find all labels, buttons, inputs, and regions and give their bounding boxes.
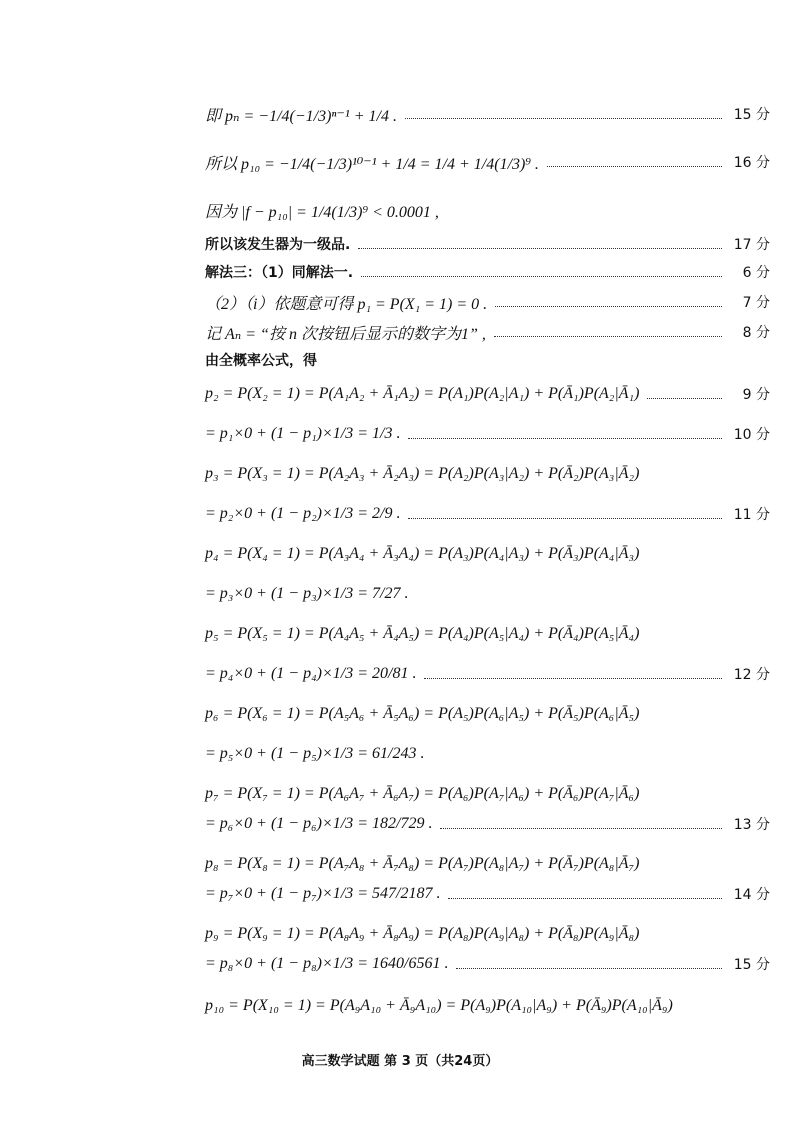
- line-text: p₃ = P(X₃ = 1) = P(A₂A₃ + Ā₂A₃) = P(A₂)P(A₃|A₂) + P(Ā₂)P(A₃|Ā₂): [205, 465, 640, 482]
- line-text: = p₅×0 + (1 − p₅)×1/3 = 61/243 .: [205, 745, 425, 762]
- score-mark: 11 分: [733, 507, 770, 523]
- line-text: （2）（i）依题意可得 p₁ = P(X₁ = 1) = 0 .: [205, 295, 488, 313]
- solution-line: [205, 378, 770, 410]
- score-mark: 17 分: [733, 237, 770, 253]
- leader-dots: [358, 248, 722, 249]
- line-text: p₈ = P(X₈ = 1) = P(A₇A₈ + Ā₇A₈) = P(A₇)P(A₈|A₇) + P(Ā₇)P(A₈|Ā₇): [205, 855, 640, 872]
- leader-dots: [547, 166, 722, 167]
- solution-line: [205, 808, 770, 840]
- score-mark: 15 分: [733, 107, 770, 123]
- line-text: 所以 p₁₀ = −1/4(−1/3)¹⁰⁻¹ + 1/4 = 1/4 + 1/4(1/3)⁹ .: [205, 155, 539, 173]
- line-text: = p₇×0 + (1 − p₇)×1/3 = 547/2187 .: [205, 885, 441, 902]
- solution-line: [205, 286, 770, 318]
- line-text: 解法三：（1）同解法一.: [205, 265, 354, 281]
- solution-line: [205, 618, 770, 650]
- solution-line: [205, 778, 770, 810]
- leader-dots: [405, 118, 722, 119]
- solution-line: [205, 878, 770, 910]
- solution-line: [205, 738, 770, 770]
- leader-dots: [440, 828, 722, 829]
- score-mark: 9 分: [742, 387, 770, 403]
- leader-dots: [456, 968, 722, 969]
- line-text: = p₆×0 + (1 − p₆)×1/3 = 182/729 .: [205, 815, 433, 832]
- solution-line: [205, 256, 770, 288]
- line-text: = p₃×0 + (1 − p₃)×1/3 = 7/27 .: [205, 585, 409, 602]
- line-text: = p₄×0 + (1 − p₄)×1/3 = 20/81 .: [205, 665, 417, 682]
- solution-line: [205, 698, 770, 730]
- line-text: = p₁×0 + (1 − p₁)×1/3 = 1/3 .: [205, 425, 401, 442]
- line-text: 因为 |f − p₁₀| = 1/4(1/3)⁹ < 0.0001 ,: [205, 203, 439, 221]
- leader-dots: [448, 898, 722, 899]
- solution-line: [205, 98, 770, 130]
- leader-dots: [495, 306, 722, 307]
- solution-line: [205, 918, 770, 950]
- score-mark: 13 分: [733, 817, 770, 833]
- score-mark: 15 分: [733, 957, 770, 973]
- line-text: p₆ = P(X₆ = 1) = P(A₅A₆ + Ā₅A₆) = P(A₅)P(A₆|A₅) + P(Ā₅)P(A₆|Ā₅): [205, 705, 640, 722]
- leader-dots: [408, 518, 722, 519]
- line-text: 即 pₙ = −1/4(−1/3)ⁿ⁻¹ + 1/4 .: [205, 107, 397, 125]
- leader-dots: [361, 276, 722, 277]
- line-text: p₁₀ = P(X₁₀ = 1) = P(A₉A₁₀ + Ā₉A₁₀) = P(A₉)P(A₁₀|A₉) + P(Ā₉)P(A₁₀|Ā₉): [205, 997, 673, 1014]
- solution-line: [205, 458, 770, 490]
- line-text: p₄ = P(X₄ = 1) = P(A₃A₄ + Ā₃A₄) = P(A₃)P(A₄|A₃) + P(Ā₃)P(A₄|Ā₃): [205, 545, 640, 562]
- solution-line: [205, 344, 770, 376]
- solution-line: [205, 578, 770, 610]
- score-mark: 6 分: [742, 265, 770, 281]
- leader-dots: [647, 398, 722, 399]
- score-mark: 14 分: [733, 887, 770, 903]
- leader-dots: [408, 438, 722, 439]
- score-mark: 7 分: [742, 295, 770, 311]
- leader-dots: [424, 678, 722, 679]
- score-mark: 16 分: [733, 155, 770, 171]
- line-text: p₇ = P(X₇ = 1) = P(A₆A₇ + Ā₆A₇) = P(A₆)P(A₇|A₆) + P(Ā₆)P(A₇|Ā₆): [205, 785, 640, 802]
- page-footer: 高三数学试题 第 3 页（共24页）: [301, 1054, 499, 1069]
- line-text: 记 Aₙ = “按 n 次按钮后显示的数字为1” ,: [205, 325, 486, 343]
- score-mark: 10 分: [733, 427, 770, 443]
- score-mark: 12 分: [733, 667, 770, 683]
- line-text: = p₂×0 + (1 − p₂)×1/3 = 2/9 .: [205, 505, 401, 522]
- line-text: p₅ = P(X₅ = 1) = P(A₄A₅ + Ā₄A₅) = P(A₄)P(A₅|A₄) + P(Ā₄)P(A₅|Ā₄): [205, 625, 640, 642]
- solution-line: [205, 658, 770, 690]
- solution-line: [205, 990, 770, 1022]
- line-text: = p₈×0 + (1 − p₈)×1/3 = 1640/6561 .: [205, 955, 449, 972]
- leader-dots: [494, 336, 722, 337]
- line-text: 由全概率公式，得: [205, 353, 317, 369]
- score-mark: 8 分: [742, 325, 770, 341]
- solution-line: [205, 948, 770, 980]
- solution-line: [205, 146, 770, 178]
- solution-line: [205, 418, 770, 450]
- solution-line: [205, 848, 770, 880]
- solution-line: [205, 538, 770, 570]
- solution-line: [205, 498, 770, 530]
- line-text: p₂ = P(X₂ = 1) = P(A₁A₂ + Ā₁A₂) = P(A₁)P(A₂|A₁) + P(Ā₁)P(A₂|Ā₁): [205, 385, 640, 402]
- line-text: p₉ = P(X₉ = 1) = P(A₈A₉ + Ā₈A₉) = P(A₈)P(A₉|A₈) + P(Ā₈)P(A₉|Ā₈): [205, 925, 640, 942]
- line-text: 所以该发生器为一级品.: [205, 237, 351, 253]
- solution-line: [205, 194, 770, 226]
